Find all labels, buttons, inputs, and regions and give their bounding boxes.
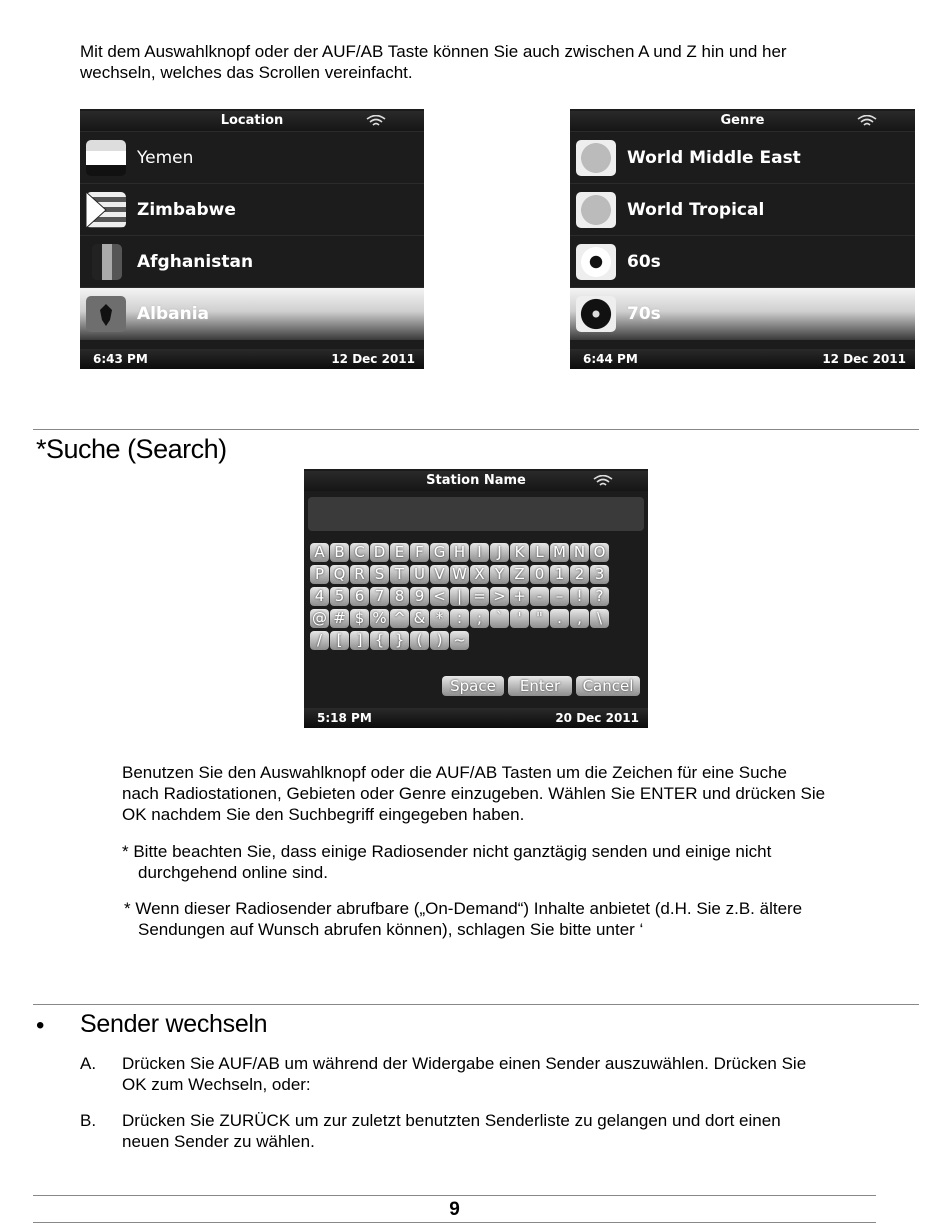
list-item[interactable] [570,235,915,288]
space-key[interactable]: Space [442,676,504,696]
key-term: ENTER [639,784,698,803]
wifi-icon [366,115,386,127]
search-explanation [122,762,922,825]
status-date: 12 Dec 2011 [331,352,415,366]
key-term: OK [122,1075,147,1094]
keyboard-key[interactable]: R [350,565,369,584]
keyboard-row [310,587,646,609]
keyboard-key[interactable]: + [510,587,529,606]
status-date: 20 Dec 2011 [555,711,639,725]
keyboard-key[interactable]: E [390,543,409,562]
list-item-label: World Tropical [627,200,765,220]
keyboard-key[interactable]: B [330,543,349,562]
list-item[interactable] [570,183,915,236]
status-bar [570,349,915,369]
list-item-label: Albania [137,304,210,324]
keyboard-key[interactable]: A [310,543,329,562]
location-screen [80,109,424,369]
list-item[interactable] [80,131,424,184]
list-item[interactable] [570,131,915,184]
text-line: OK nachdem Sie den Suchbegriff eingegeben haben. [122,805,525,824]
keyboard-key[interactable]: H [450,543,469,562]
keyboard-key[interactable]: K [510,543,529,562]
keyboard-key[interactable]: - [530,587,549,606]
keyboard-row [310,609,646,631]
note-2: * Wenn dieser Radiosender abrufbare („On-Demand“) Inhalte anbietet (d.H. Sie z.B. ältere Sendungen auf Wunsch abrufen können), schlagen Sie bitte unter ‘ [124,899,803,939]
keyboard-key[interactable]: @ [312,609,327,627]
keyboard-key[interactable]: I [470,543,489,562]
keyboard-key[interactable]: W [450,565,469,584]
globe-icon [576,192,616,228]
keyboard-key[interactable]: 0 [530,565,549,584]
footer-divider-top [33,1195,876,1196]
keyboard-key[interactable]: { [370,631,389,650]
genre-screen [570,109,915,369]
list-item-label: 60s [627,252,661,272]
keyboard-key[interactable]: , [570,609,589,628]
keyboard-key[interactable]: 7 [370,587,389,606]
keyboard-key[interactable]: ~ [450,631,469,650]
keyboard-key[interactable]: % [370,609,389,628]
screen-title: Genre [570,111,915,131]
keyboard-row [310,631,646,653]
list-item-selected[interactable] [80,287,424,340]
intro-line-1: Mit dem Auswahlknopf oder der AUF/AB Taste können Sie auch zwischen A und Z hin und her [80,42,787,61]
keyboard-key[interactable]: ? [590,587,609,606]
keyboard-key[interactable]: | [450,587,469,606]
intro-line-2: wechseln, welches das Scrollen vereinfacht. [80,63,413,82]
keyboard-key[interactable]: 2 [570,565,589,584]
station-name-screen [304,469,648,728]
keyboard-key[interactable]: 4 [310,587,329,606]
step-a-marker: A. [80,1054,97,1073]
keyboard-key[interactable]: $ [350,609,369,628]
keyboard-key[interactable]: T [390,565,409,584]
wifi-icon [857,115,877,127]
keyboard-key[interactable]: 9 [410,587,429,606]
intro-paragraph [80,41,920,83]
keyboard-key[interactable]: U [410,565,429,584]
key-term: AUF/AB [218,1054,280,1073]
yemen-flag-icon [86,140,126,176]
keyboard-key[interactable]: D [370,543,389,562]
keyboard-key[interactable]: L [530,543,549,562]
keyboard-key[interactable]: : [450,609,469,628]
search-input[interactable] [308,497,644,531]
list-item-label: Afghanistan [137,252,254,272]
note-1: * Bitte beachten Sie, dass einige Radiosender nicht ganztägig senden und einige nicht durchgehend online sind. [122,842,772,882]
keyboard-key[interactable]: P [310,565,329,584]
list-item-label: World Middle East [627,148,801,168]
keyboard-key[interactable]: ] [350,631,369,650]
keyboard-key[interactable]: \ [590,609,609,628]
keyboard-key[interactable]: G [430,543,449,562]
screen-title: Location [80,111,424,131]
zimbabwe-flag-icon [86,192,126,228]
keyboard-key[interactable]: ; [470,609,489,628]
keyboard-key[interactable]: ! [570,587,589,606]
list-item[interactable] [80,235,424,288]
key-term: ZURÜCK [219,1111,291,1130]
step-b-marker: B. [80,1111,97,1130]
keyboard-key[interactable]: Z [510,565,529,584]
keyboard-key[interactable]: & [410,609,429,628]
keyboard-key[interactable]: ( [410,631,429,650]
keyboard-key[interactable]: ` [490,609,509,628]
keyboard-key[interactable]: } [390,631,409,650]
cancel-key[interactable]: Cancel [576,676,640,696]
keyboard-key[interactable]: F [410,543,429,562]
afghanistan-flag-icon [92,244,122,280]
keyboard-key[interactable]: O [590,543,609,562]
keyboard-key[interactable]: 6 [350,587,369,606]
step-a: Drücken Sie AUF/AB um während der Widergabe einen Sender auszuwählen. Drücken Sie OK zum Wechseln, oder: [122,1054,807,1094]
keyboard-key[interactable]: # [330,609,349,628]
bullet: • [36,1012,45,1039]
on-screen-keyboard [310,543,646,653]
wifi-icon [593,475,613,487]
status-time: 5:18 PM [317,711,372,725]
section-divider [33,1004,919,1005]
keyboard-row [310,565,646,587]
keyboard-key[interactable]: < [430,587,449,606]
keyboard-key[interactable]: 8 [390,587,409,606]
enter-key[interactable]: Enter [508,676,572,696]
keyboard-key[interactable]: J [490,543,509,562]
list-item-label: Zimbabwe [137,200,236,220]
status-time: 6:43 PM [93,352,148,366]
keyboard-row [310,543,646,565]
keyboard-key[interactable]: ^ [390,609,409,628]
list-item-label: Yemen [137,148,194,168]
keyboard-key[interactable]: ) [430,631,449,650]
page-number: 9 [449,1199,460,1220]
keyboard-key[interactable]: – [550,587,569,606]
section-heading-search: *Suche (Search) [36,434,227,464]
keyboard-key[interactable]: " [530,609,549,628]
status-bar [80,349,424,369]
keyboard-key[interactable]: X [470,565,489,584]
albania-flag-icon [86,296,126,332]
key-term: AUF/AB [435,763,498,782]
keyboard-key[interactable]: 5 [330,587,349,606]
footer-divider-bottom [33,1222,876,1223]
flower-icon [576,244,616,280]
key-term: OK [122,805,147,824]
screen-title: Station Name [304,471,648,491]
keyboard-key[interactable]: > [490,587,509,606]
key-term: AUF/AB [321,42,384,61]
keyboard-key[interactable]: [ [330,631,349,650]
keyboard-key[interactable]: * [430,609,449,628]
step-b: Drücken Sie ZURÜCK um zur zuletzt benutzten Senderliste zu gelangen und dort einen neuen Sender zu wählen. [122,1111,781,1151]
status-date: 12 Dec 2011 [822,352,906,366]
status-time: 6:44 PM [583,352,638,366]
keyboard-key[interactable]: / [310,631,329,650]
keyboard-key[interactable]: ' [510,609,529,628]
list-item[interactable] [80,183,424,236]
text-line: Benutzen Sie den Auswahlknopf oder die AUF/AB Tasten um die Zeichen für eine Suche [122,763,788,782]
section-heading-sender: Sender wechseln [80,1010,268,1038]
keyboard-key[interactable]: . [550,609,569,628]
keyboard-key[interactable]: Y [490,565,509,584]
keyboard-key[interactable]: Q [330,565,349,584]
section-divider [33,429,919,430]
keyboard-key[interactable]: N [570,543,589,562]
keyboard-key[interactable]: 1 [550,565,569,584]
globe-icon [576,140,616,176]
list-item-selected[interactable] [570,287,915,340]
vinyl-record-icon [576,296,616,332]
keyboard-key[interactable]: V [430,565,449,584]
keyboard-key[interactable]: M [550,543,569,562]
keyboard-key[interactable]: C [350,543,369,562]
status-bar [304,708,648,728]
keyboard-key[interactable]: 3 [590,565,609,584]
text-line: nach Radiostationen, Gebieten oder Genre einzugeben. Wählen Sie ENTER und drücken Sie [122,784,826,803]
keyboard-key[interactable]: = [470,587,489,606]
keyboard-key[interactable]: S [370,565,389,584]
list-item-label: 70s [627,304,661,324]
